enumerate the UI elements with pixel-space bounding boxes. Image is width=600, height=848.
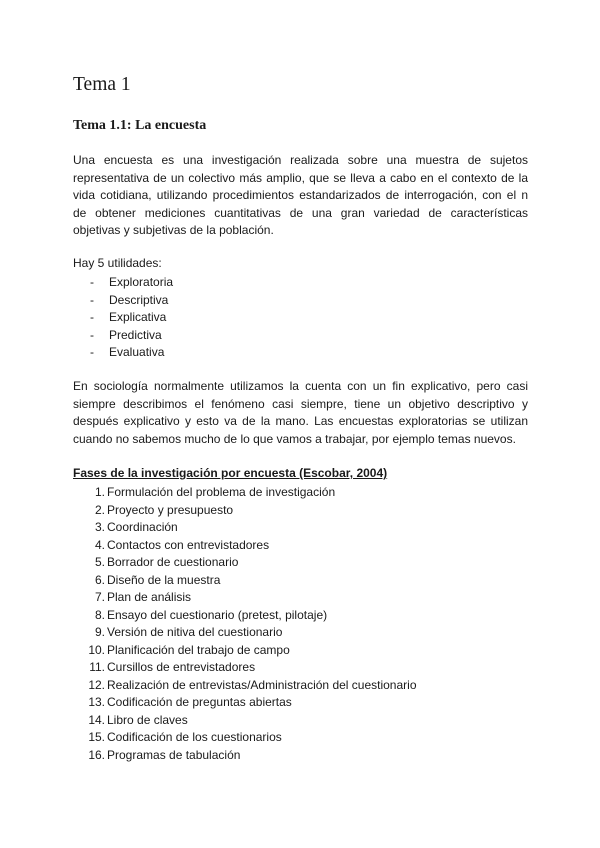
phase-number: 9.	[94, 625, 105, 639]
list-item	[73, 607, 417, 625]
list-item	[73, 677, 417, 695]
dash-bullet: -	[90, 292, 94, 307]
phase-text: Formulación del problema de investigación	[107, 485, 336, 499]
intro-line: Una encuesta es una investigación realizada sobre una muestra de sujetos	[73, 153, 528, 167]
phase-text: Borrador de cuestionario	[107, 555, 239, 569]
utility-label: Evaluativa	[109, 345, 165, 360]
phase-text: Codificación de los cuestionarios	[107, 730, 282, 744]
phase-text: Diseño de la muestra	[107, 572, 221, 587]
phases-list	[73, 484, 417, 764]
subtitle-number: Tema 1.1:	[73, 118, 132, 133]
dash-bullet: -	[90, 310, 94, 325]
phase-text: Libro de claves	[107, 712, 188, 727]
phase-number: 7.	[94, 590, 105, 604]
phase-text: Plan de análisis	[107, 590, 192, 604]
utilities-intro: Hay 5 utilidades:	[73, 256, 162, 270]
phase-number: 2.	[94, 502, 105, 517]
phase-number: 8.	[94, 607, 105, 622]
phase-number: 13.	[88, 695, 105, 709]
phase-number: 16.	[88, 747, 105, 762]
intro-line: vida cotidiana, utilizando procedimientos estandarizados de interrogación, con el n	[73, 188, 528, 203]
page-title: Tema 1	[73, 74, 131, 95]
utility-label: Predictiva	[109, 327, 162, 342]
list-item	[73, 659, 417, 677]
list-item	[90, 309, 173, 327]
phase-number: 15.	[88, 730, 105, 744]
list-item	[90, 344, 173, 362]
sociology-line: siempre describimos el fenómeno casi siempre, tiene un objetivo descriptivo y	[73, 396, 528, 411]
list-item	[73, 694, 417, 712]
phases-heading: Fases de la investigación por encuesta (Escobar, 2004)	[73, 466, 388, 480]
section-subtitle	[73, 118, 206, 134]
utility-label: Explicativa	[109, 310, 167, 325]
utilities-list	[90, 274, 173, 362]
phase-text: Ensayo del cuestionario (pretest, pilotaje)	[107, 607, 328, 622]
phase-number: 6.	[94, 572, 105, 587]
phase-number: 12.	[88, 677, 105, 692]
phase-text: Proyecto y presupuesto	[107, 502, 234, 517]
phase-text: Contactos con entrevistadores	[107, 537, 270, 552]
list-item	[73, 747, 417, 765]
intro-line: objetivas y subjetivas de la población.	[73, 223, 274, 238]
list-item	[73, 729, 417, 747]
phase-number: 10.	[88, 642, 105, 657]
phase-number: 14.	[88, 712, 105, 727]
list-item	[73, 502, 417, 520]
list-item	[90, 292, 173, 310]
sociology-line: En sociología normalmente utilizamos la cuenta con un fin explicativo, pero casi	[73, 379, 528, 393]
list-item	[73, 624, 417, 642]
phase-text: Cursillos de entrevistadores	[107, 660, 256, 674]
phase-text: Versión de nitiva del cuestionario	[107, 625, 283, 639]
phase-number: 11.	[89, 660, 105, 674]
list-item	[73, 519, 417, 537]
list-item	[90, 327, 173, 345]
sociology-line: después explicativo y esto va de la mano. Las encuestas exploratorias se utilizan	[73, 414, 528, 429]
sociology-paragraph	[73, 378, 528, 448]
list-item	[90, 274, 173, 292]
phase-number: 4.	[94, 537, 105, 552]
list-item	[73, 712, 417, 730]
list-item	[73, 589, 417, 607]
phase-number: 1.	[94, 485, 105, 499]
phase-text: Coordinación	[107, 520, 178, 534]
dash-bullet: -	[90, 275, 94, 289]
utility-label: Descriptiva	[109, 292, 169, 307]
intro-paragraph	[73, 152, 528, 240]
list-item	[73, 537, 417, 555]
list-item	[73, 554, 417, 572]
list-item	[73, 642, 417, 660]
list-item	[73, 572, 417, 590]
subtitle-text: La encuesta	[131, 118, 207, 133]
phase-text: Realización de entrevistas/Administración del cuestionario	[107, 677, 417, 692]
phase-text: Programas de tabulación	[107, 747, 241, 762]
sociology-line: cuando no sabemos mucho de lo que vamos a trabajar, por ejemplo temas nuevos.	[73, 431, 516, 446]
dash-bullet: -	[90, 345, 94, 360]
dash-bullet: -	[90, 327, 94, 342]
phase-text: Planificación del trabajo de campo	[107, 642, 290, 657]
utility-label: Exploratoria	[109, 275, 174, 289]
phase-number: 3.	[94, 520, 105, 534]
list-item	[73, 484, 417, 502]
phase-number: 5.	[94, 555, 105, 569]
intro-line: representativa de un colectivo más amplio, que se lleva a cabo en el contexto de la	[73, 170, 528, 185]
phase-text: Codificación de preguntas abiertas	[107, 695, 292, 709]
intro-line: de obtener mediciones cuantitativas de una gran variedad de características	[73, 205, 528, 220]
